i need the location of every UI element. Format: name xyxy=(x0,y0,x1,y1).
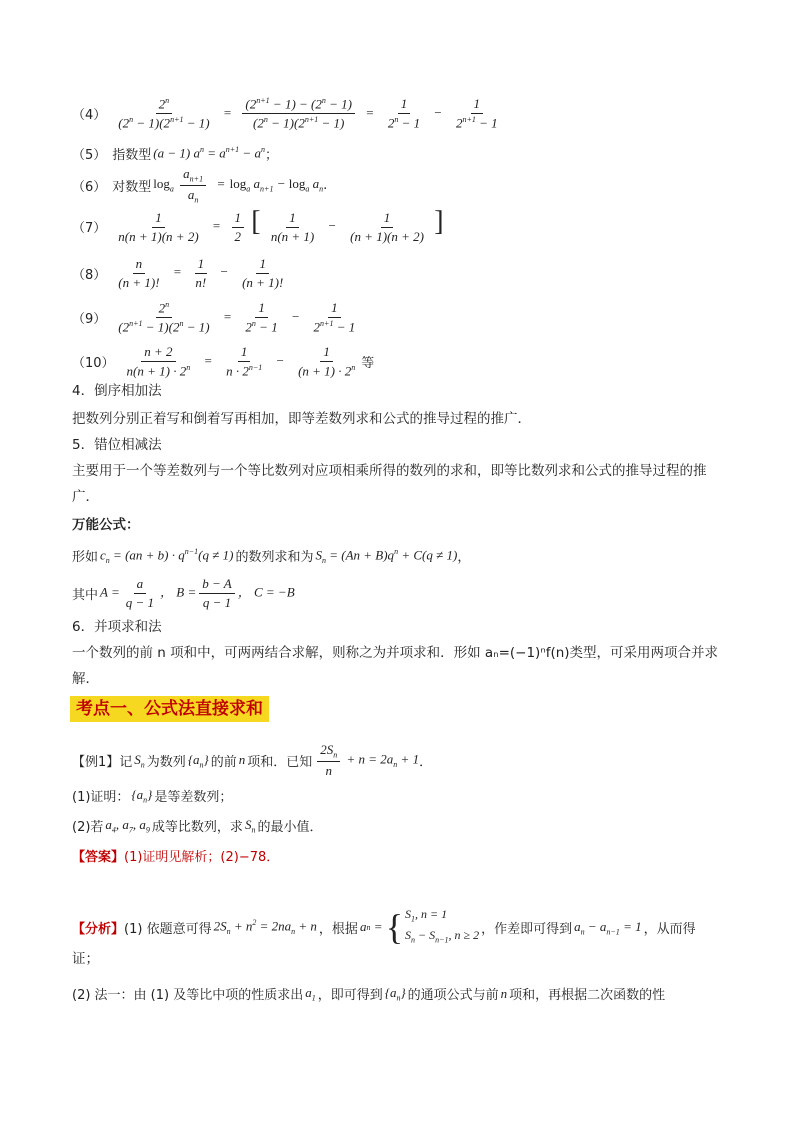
text: 的最小值． xyxy=(257,820,323,835)
section-4-body: 把数列分别正着写和倒着写再相加，即等差数列求和公式的推导过程的推广． xyxy=(72,411,531,427)
formula-item-10 xyxy=(72,344,380,379)
math: $S_n$ xyxy=(244,816,256,835)
example-question-1 xyxy=(72,786,238,805)
item-tail: . xyxy=(323,177,328,193)
math: $a_1$ xyxy=(305,984,316,1003)
section-5-title: 5．错位相减法 xyxy=(72,437,162,453)
universal-formula-line-1 xyxy=(72,546,476,565)
item-label: （10） xyxy=(72,356,115,372)
example-tag: 【例1】 xyxy=(72,754,120,770)
item-label: （7） xyxy=(72,220,107,236)
text: ，从而得 xyxy=(643,921,696,937)
text: (1)证明： xyxy=(72,790,130,805)
example-analysis-1 xyxy=(72,906,702,949)
example-analysis-2 xyxy=(72,984,671,1003)
math: $\{a_n\}$ xyxy=(187,751,209,770)
formula-cases: a n = { $S_1$, n = 1 $S_n - S_{n-1}$, n ≥ 2 xyxy=(359,907,480,948)
formula: $S_n = (An + B)q^n + C(q \ne 1)$ xyxy=(315,546,458,565)
section-5-body: 主要用于一个等差数列与一个等比数列对应项相乘所得的数列的求和，即等比数列求和公式的推导过程的推广． xyxy=(72,463,707,505)
text: 项和，再根据二次函数的性 xyxy=(509,988,666,1003)
formula: $\log_a$ $\frac{a_{n+1}}{a_n}$ = $\log_a a_{n+1} - \log_a a_n$ xyxy=(153,166,324,205)
example-question-2 xyxy=(72,816,328,835)
item-label: （8） xyxy=(72,268,107,283)
text: 为数列 xyxy=(146,754,186,770)
formula: $\frac{1}{n(n + 1)(n + 2)}$ = $\frac{1}{2}$ [ $\frac{1}{n(n + 1)}$ − $\frac{1}{(n + 1)(n + 2)}$ ] xyxy=(118,206,444,244)
text: (2) 法一：由 (1) 及等比中项的性质求出 xyxy=(72,988,304,1003)
formula-item-4 xyxy=(72,96,504,132)
formula: $\frac{2^n}{(2^{n+1} - 1)(2^n - 1)}$ = $\frac{1}{2^n - 1}$ − $\frac{1}{2^{n+1} - 1}$ xyxy=(118,300,356,335)
section-4-title: 4．倒序相加法 xyxy=(72,383,162,399)
text: 的前 xyxy=(210,754,237,770)
formula-item-9 xyxy=(72,300,361,336)
kaodian-heading: 考点一、公式法直接求和 xyxy=(70,696,269,722)
answer-tag: 【答案】 xyxy=(72,850,125,865)
text: (2)若 xyxy=(72,820,104,835)
item-label: （9） xyxy=(72,312,107,328)
math: $S_n$ xyxy=(134,751,145,770)
text: 成等比数列，求 xyxy=(151,820,243,835)
item-label: （4） xyxy=(72,108,107,124)
text: ，即可得到 xyxy=(317,988,383,1003)
text: ， xyxy=(457,550,471,565)
formula: $c_n = (an + b) \cdot q^{n-1}(q \ne 1)$ xyxy=(100,546,234,565)
formula: $\frac{2^n}{(2^n - 1)(2^{n+1} - 1)}$ = $\frac{(2^{n+1} - 1) - (2^n - 1)}{(2^n - 1)(2^{n+1} - 1)}$ = $\frac{1}{2^n - 1}$ − $\frac{1}{2^{n+1} - 1}$ xyxy=(118,96,498,131)
text: (1) 依题意可得 xyxy=(124,921,212,937)
analysis-tag: 【分析】 xyxy=(72,921,125,937)
section-6-body: 一个数列的前 n 项和中，可两两结合求解，则称之为并项求和．形如 aₙ=(−1)ⁿf(n)类型，可采用两项合并求解． xyxy=(72,645,719,687)
item-tail: 等 xyxy=(361,356,375,372)
formula: $2S_n + n^2 = 2na_n + n$ xyxy=(213,918,317,937)
section-6-title: 6．并项求和法 xyxy=(72,619,162,635)
item-tail: ； xyxy=(264,148,278,163)
text: 是等差数列； xyxy=(154,790,233,805)
text: 的通项公式与前 xyxy=(407,988,499,1003)
formula: $\frac{2S_n}{n}$ + $n = 2a_n + 1$ xyxy=(314,742,419,779)
math: $a_4$, $a_7$, $a_9$ xyxy=(105,816,150,835)
example-analysis-1-tail: 证； xyxy=(72,951,99,967)
text: 记 xyxy=(119,754,133,770)
example-intro: 【例1】 记 $S_n$ 为数列 $\{a_n\}$ 的前 n 项和．已知 $\frac{2S_n}{n}$ + $n = 2a_n + 1$ ． xyxy=(72,742,433,778)
universal-formula-line-2 xyxy=(72,576,295,611)
item-label: （5） xyxy=(72,148,107,163)
math: $\{a_n\}$ xyxy=(131,786,153,805)
text: 项和．已知 xyxy=(247,754,313,770)
text: 的数列求和为 xyxy=(235,550,314,565)
formula-item-7 xyxy=(72,208,445,245)
formula-item-5 xyxy=(72,144,284,163)
item-text: 对数型 xyxy=(112,179,152,195)
formula-item-6 xyxy=(72,166,333,204)
item-text: 指数型 xyxy=(112,148,152,163)
universal-formula-title: 万能公式： xyxy=(72,517,140,533)
math: $\{a_n\}$ xyxy=(384,984,406,1003)
text: 形如 xyxy=(72,550,99,565)
math: n xyxy=(238,752,246,768)
formula: $a_n - a_{n-1} = 1$ xyxy=(574,918,642,937)
formula: $\frac{n + 2}{n(n + 1) \cdot 2^n}$ = $\frac{1}{n \cdot 2^{n-1}}$ − $\frac{1}{(n + 1) \cdot 2^n}$ xyxy=(126,344,356,379)
text: ，作差即可得到 xyxy=(481,921,573,937)
formula: A = $\frac{a}{q - 1}$ ， B = $\frac{b - A}{q - 1}$ ， C = −B xyxy=(100,576,295,610)
text: ，根据 xyxy=(318,921,358,937)
answer-text: (1)证明见解析；(2)−78． xyxy=(124,850,280,865)
formula-item-8 xyxy=(72,256,289,291)
formula: $\frac{n}{(n + 1)!}$ = $\frac{1}{n!}$ − $\frac{1}{(n + 1)!}$ xyxy=(118,256,284,290)
example-answer xyxy=(72,846,285,865)
text: 其中 xyxy=(72,588,99,603)
math: n xyxy=(500,985,508,1001)
item-label: （6） xyxy=(72,179,107,195)
formula: (a − 1) $a^n = a^{n+1} - a^n$ xyxy=(153,145,265,161)
